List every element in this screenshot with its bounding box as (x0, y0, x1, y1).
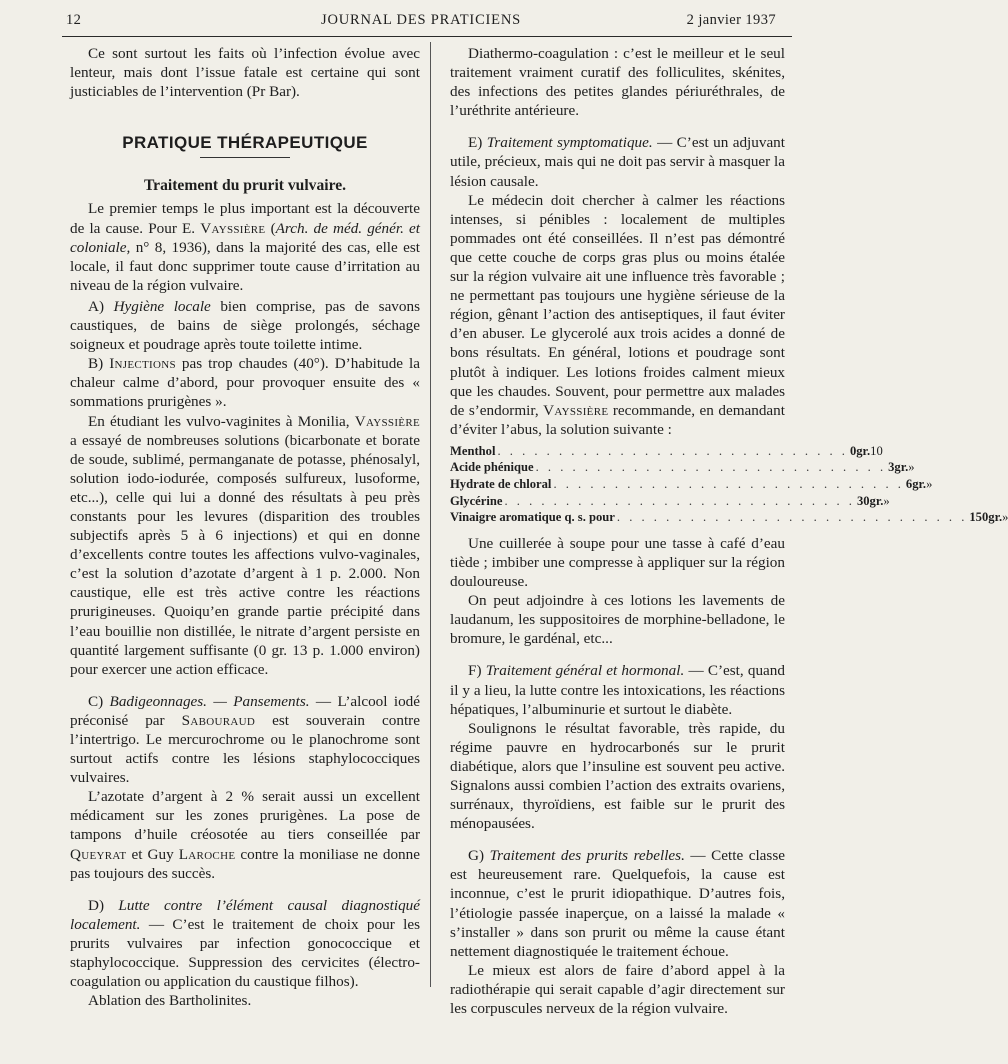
paragraph-lutte: D) Lutte contre l’élément causal diagnostiqué localement. — C’est le traitement de choix pour les prurits vulvaires par infection gonococcique et staphylococcique. Suppression des cervicites (électro-coagulation ou application du caustique filhos). (70, 896, 420, 991)
heading-badigeonnages: Badigeonnages. — Pansements. (109, 692, 310, 710)
author-name: Vayssière (354, 412, 420, 430)
rubric-rule (200, 157, 290, 158)
formula-row: Vinaigre aromatique q. s. pour . . . . . . . . . . . . . . . . . . . . . . . . . . . . . 150 gr. » (450, 510, 1008, 525)
author-name: Queyrat (70, 845, 127, 863)
journal-reference: Arch. de méd. génér. et coloniale, (70, 219, 420, 256)
author-name: Sabouraud (181, 711, 256, 729)
heading-hygiene: Hygiène locale (113, 297, 211, 315)
heading-injections: Injections (109, 355, 176, 373)
issue-date: 2 janvier 1937 (686, 12, 776, 28)
paragraph-hygiene: A) Hygiène locale bien comprise, pas de savons caustiques, de bains de siège prolongés, séchage soigneux et poudrage après toute toilette intime. (70, 297, 420, 354)
journal-title: JOURNAL DES PRATICIENS (321, 12, 521, 28)
paragraph-pommades: Le médecin doit chercher à calmer les réactions intenses, si pénibles : localement de multiples pommades ont été conseillées. Il n’est pas démontré que cette couche de corps gras plus ou moins étalée sur la région vulvaire ait une influence très favorable ; ne permettant pas toujours une hygiène sérieuse de la région, gênant l’action des antiseptiques, il faut éviter d’en abuser. Le glycerolé aux trois acides a donné de bons résultats. En général, lotions et poudrage sont plutôt à indiquer. Les lotions froides calment mieux que les chaudes. Souvent, pour permettre aux malades de s’endormir, Vayssière recommande, en demandant d’éviter l’abus, la solution suivante : (450, 191, 785, 438)
paragraph-azotate: L’azotate d’argent à 2 % serait aussi un excellent médicament sur les zones prurigènes. La pose de tampons d’huile créosotée au tiers conseillée par Queyrat et Guy Laroche contre la moniliase ne donne pas toujours des succès. (70, 788, 420, 882)
ingredient-quantity: 0 (849, 443, 857, 458)
paragraph-ablation: Ablation des Bartholinites. (88, 992, 252, 1010)
paragraph-diathermo: Diathermo-coagulation : c’est le meilleur et le seul traitement vraiment curatif des folliculites, skénites, des infections des petites glandes périuréthrales, de l’uréthrite antérieure. (450, 45, 785, 120)
ingredient-quantity: 3 (888, 460, 895, 475)
ingredient-name: Menthol (450, 443, 496, 458)
section-rubric: PRATIQUE THÉRAPEUTIQUE (122, 133, 368, 153)
ingredient-quantity: 150 (969, 510, 989, 525)
heading-general: Traitement général et hormonal. (485, 662, 685, 680)
paragraph-posologie: Une cuillerée à soupe pour une tasse à café d’eau tiède ; imbiber une compresse à appliquer sur la région douloureuse. (450, 534, 785, 591)
ingredient-name: Hydrate de chloral (450, 477, 552, 492)
right-column (450, 44, 1008, 1018)
running-header (66, 12, 776, 34)
heading-lutte: Lutte contre l’élément causal diagnostiqué localement. (70, 896, 420, 933)
ingredient-name: Acide phénique (450, 460, 534, 475)
header-rule (62, 36, 792, 37)
paragraph-radiotherapie: Le mieux est alors de faire d’abord appel à la radiothérapie qui serait capable d’agir directement sur les corpuscules nerveux de la région vulvaire. (450, 961, 785, 1017)
paragraph-general: F) Traitement général et hormonal. — C’est, quand il y a lieu, la lutte contre les intoxications, les réactions hépatiques, l’albuminurie et surtout le diabète. (450, 662, 785, 718)
paragraph-regime: Soulignons le résultat favorable, très rapide, du régime pauvre en hydrocarbonés sur le prurit diabétique, alors que l’insuline est souvent peu active. Signalons aussi combien l’action des extraits ovariens, surrénaux, thyroïdiens, est faible sur le prurit des ménopausées. (450, 719, 785, 833)
article-title: Traitement du prurit vulvaire. (143, 177, 347, 195)
ingredient-name: Glycérine (450, 493, 503, 508)
paragraph-badigeonnages: C) Badigeonnages. — Pansements. — L’alcool iodé préconisé par Sabouraud est souverain contre l’intertrigo. Le mercurochrome ou le planochrome sont surtout actifs contre les lésions staphylococciques vulvaires. (70, 692, 420, 787)
heading-symptomatique: Traitement symptomatique. (486, 134, 653, 152)
formula-row: Acide phénique . . . . . . . . . . . . . . . . . . . . . . . . . . . . . 3 gr. » (450, 460, 915, 475)
prescription-formula (450, 443, 1008, 526)
paragraph-symptomatique: E) Traitement symptomatique. — C’est un adjuvant utile, précieux, mais qui ne doit pas servir à masquer la lésion causale. (450, 134, 785, 190)
formula-row: Menthol . . . . . . . . . . . . . . . . . . . . . . . . . . . . . 0 gr. 10 (450, 443, 883, 458)
paragraph-adjuvants: On peut adjoindre à ces lotions les lavements de laudanum, les suppositoires de morphine-belladone, le bromure, le gardénal, etc... (450, 592, 785, 648)
formula-row: Glycérine . . . . . . . . . . . . . . . . . . . . . . . . . . . . . 30 gr. » (450, 493, 890, 508)
author-name: Laroche (178, 845, 236, 863)
column-divider (430, 42, 431, 987)
paragraph-monilia: En étudiant les vulvo-vaginites à Monilia, Vayssière a essayé de nombreuses solutions (bicarbonate et borate de soude, sublimé, permanganate de potasse, phénosalyl, solution iodo-iodurée, composés sulfureux, lusoforme, etc...), celle qui lui a donné des résultats à peu près constants pour les levures (disparition des troubles subjectifs après 5 à 6 injections) et qui en donne d’excellents contre toutes les affections vulvo-vaginales, c’est la solution d’azotate d’argent à 1 p. 2.000. Non caustique, elle est très active contre les réactions prurigineuses. Quoiqu’en grande partie précipité dans l’eau bouillie non distillée, le nitrate d’argent persiste en quantité largement suffisante (0 gr. 13 p. 1.000 environ) pour exercer une action efficace. (70, 412, 420, 678)
heading-rebelles: Traitement des prurits rebelles. (489, 847, 685, 865)
ingredient-name: Vinaigre aromatique q. s. pour (450, 510, 615, 525)
ingredient-quantity: 30 (856, 493, 870, 508)
paragraph-cause: Le premier temps le plus important est la découverte de la cause. Pour E. Vayssière (Arch. de méd. génér. et coloniale, n° 8, 1936), dans la majorité des cas, elle est locale, il faut donc supprimer toute cause d’irritation au niveau de la région vulvaire. (70, 200, 420, 294)
author-name: Vayssière (200, 219, 266, 237)
paragraph-rebelles: G) Traitement des prurits rebelles. — Cette classe est heureusement rare. Quelquefois, la cause est inconnue, c’est le prurit idiopathique. D’autres fois, l’étiologie passée inaperçue, on a laissé la malade « s’installer » dans son prurit ou même la cause étant nettement diagnostiquée le traitement échoue. (450, 847, 785, 960)
left-column (70, 44, 420, 1010)
intro-paragraph: Ce sont surtout les faits où l’infection évolue avec lenteur, mais dont l’issue fatale est certaine qui sont justiciables de l’intervention (Pr Bar). (70, 45, 420, 101)
ingredient-quantity: 6 (905, 477, 913, 492)
formula-row: Hydrate de chloral . . . . . . . . . . . . . . . . . . . . . . . . . . . . . 6 gr. » (450, 477, 933, 492)
author-name: Vayssière (543, 401, 609, 419)
page-number: 12 (66, 12, 82, 28)
paragraph-injections: B) Injections pas trop chaudes (40°). D’habitude la chaleur calme d’abord, pour provoquer ensuite des « sommations prurigènes ». (70, 355, 420, 411)
